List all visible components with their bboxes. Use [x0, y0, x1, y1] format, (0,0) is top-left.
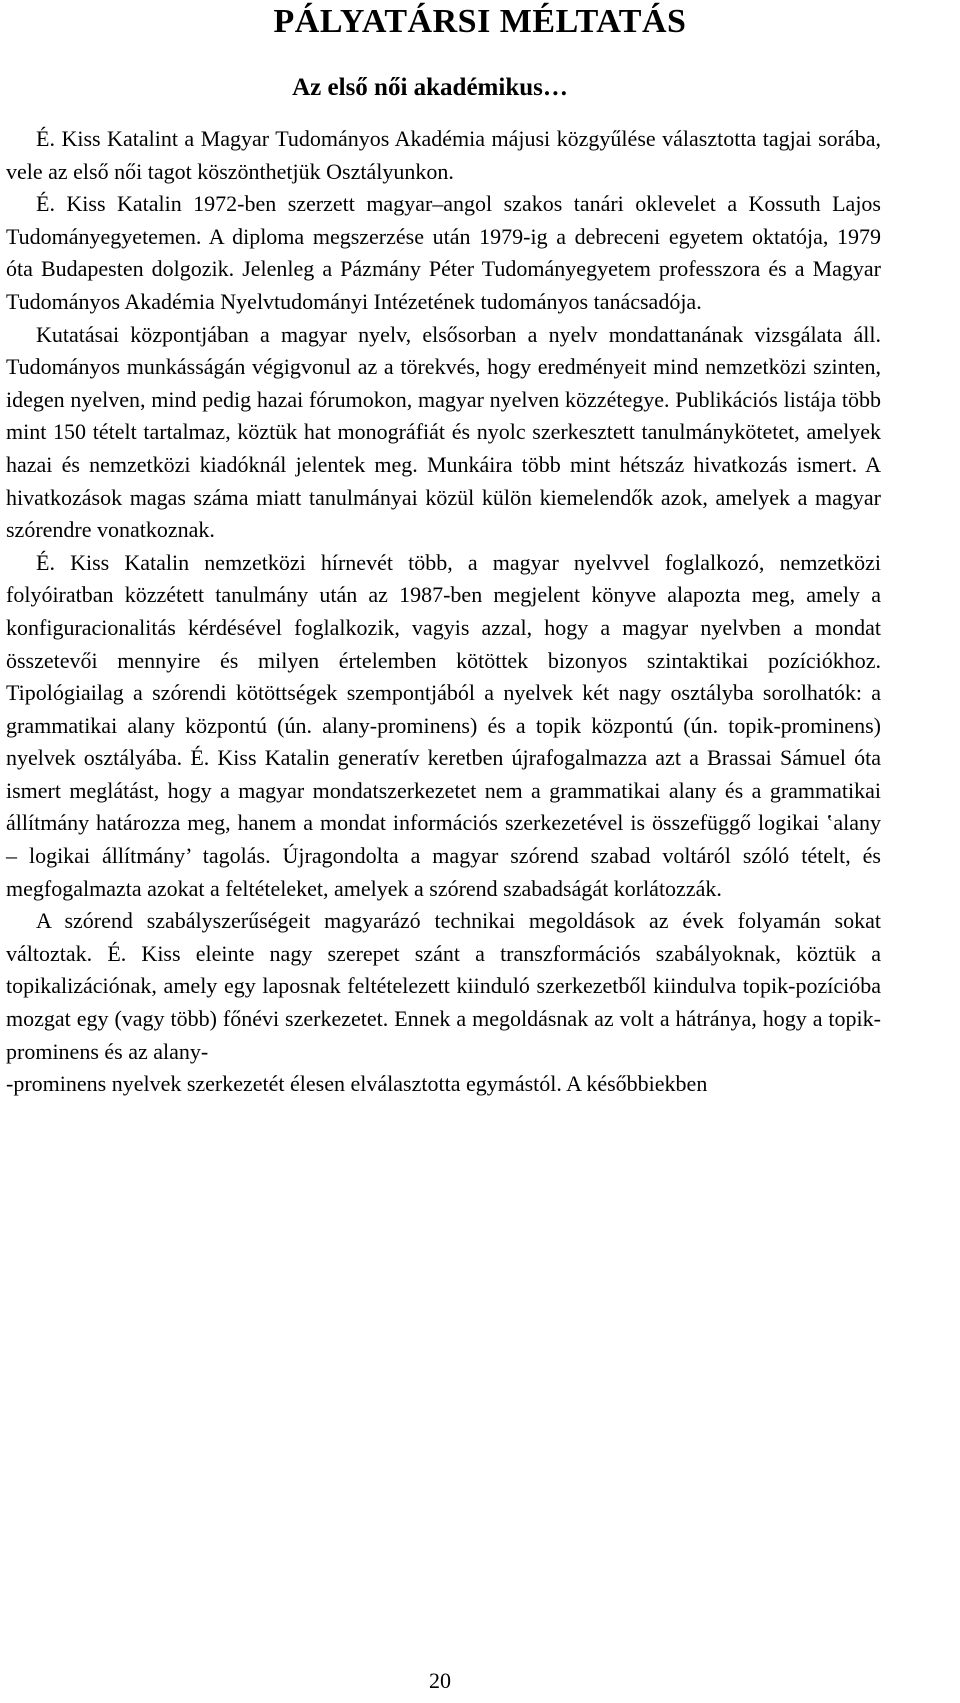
- paragraph-4: É. Kiss Katalin nemzetközi hírnevét több, a magyar nyelvvel foglalkozó, nemzetközi folyóiratban közzétett tanulmány után az 1987-ben megjelent könyve alapozta meg, amely a konfiguracionalitás kérdésével foglalkozik, vagyis azzal, hogy a magyar nyelvben a mondat összetevői mennyire és milyen értelemben kötöttek bizonyos szintaktikai pozíciókhoz. Tipológiailag a szórendi kötöttségek szempontjából a nyelvek két nagy osztályba sorolhatók: a grammatikai alany központú (ún. alany-prominens) és a topik központú (ún. topik-prominens) nyelvek osztályába. É. Kiss Katalin generatív keretben újrafogalmazza azt a Brassai Sámuel óta ismert meglátást, hogy a magyar mondatszerkezetet nem a grammatikai alany és a grammatikai állítmány határozza meg, hanem a mondat információs szerkezetével is összefüggő logikai ʽalany – logikai állítmány’ tagolás. Újragondolta a magyar szórend szabad voltáról szóló tételt, és megfogalmazta azokat a feltételeket, amelyek a szórend szabadságát korlátozzák.: [6, 549, 881, 901]
- paragraph-3: Kutatásai központjában a magyar nyelv, elsősorban a nyelv mondattanának vizsgálata áll. Tudományos munkásságán végigvonul az a törekvés, hogy eredményeit mind nemzetközi szinten, idegen nyelven, mind pedig hazai fórumokon, magyar nyelven közzétegye. Publikációs listája több mint 150 tételt tartalmaz, köztük hat monográfiát és nyolc szerkesztett tanulmánykötetet, amelyek hazai és nemzetközi kiadóknál jelentek meg. Munkáira több mint hétszáz hivatkozás ismert. A hivatkozások magas száma miatt tanulmányai közül külön kiemelendők azok, amelyek a magyar szórendre vonatkoznak.: [6, 321, 881, 543]
- page-title: PÁLYATÁRSI MÉLTATÁS: [273, 3, 687, 40]
- paragraph-1: É. Kiss Katalint a Magyar Tudományos Akadémia májusi közgyűlése választotta tagjai sorába, vele az első női tagot köszönthetjük Osztályunkon.: [6, 126, 881, 184]
- article-body: [6, 123, 881, 1101]
- article-subtitle: Az első női akadémikus…: [292, 74, 568, 101]
- page-number: 20: [429, 1668, 451, 1693]
- paragraph-6: -prominens nyelvek szerkezetét élesen elválasztotta egymástól. A későbbiekben: [6, 1071, 708, 1097]
- paragraph-2: É. Kiss Katalin 1972-ben szerzett magyar–angol szakos tanári oklevelet a Kossuth Lajos Tudományegyetemen. A diploma megszerzése után 1979-ig a debreceni egyetem oktatója, 1979 óta Budapesten dolgozik. Jelenleg a Pázmány Péter Tudományegyetem professzora és a Magyar Tudományos Akadémia Nyelvtudományi Intézetének tudományos tanácsadója.: [6, 191, 881, 314]
- paragraph-5: A szórend szabályszerűségeit magyarázó technikai megoldások az évek folyamán sokat változtak. É. Kiss eleinte nagy szerepet szánt a transzformációs szabályoknak, köztük a topikalizációnak, amely egy laposnak feltételezett kiinduló szerkezetből kiindulva topik-pozícióba mozgat egy (vagy több) főnévi szerkezetet. Ennek a megoldásnak az volt a hátránya, hogy a topik-prominens és az alany-: [6, 908, 881, 1064]
